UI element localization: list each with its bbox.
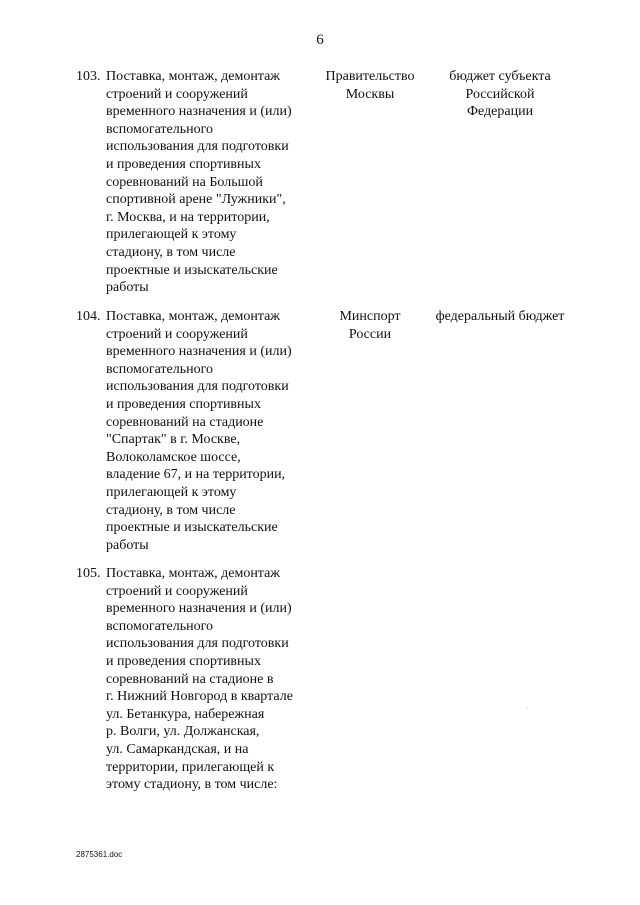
row-number: 105. — [76, 566, 101, 581]
row-agency — [320, 68, 420, 103]
row-description — [106, 565, 321, 794]
description-line: работы — [106, 537, 149, 553]
agency-line: России — [348, 326, 392, 342]
row-agency — [320, 308, 420, 343]
description-line: и проведения спортивных — [106, 156, 261, 172]
description-line: использования для подготовки — [106, 139, 289, 155]
description-line: Волоколамское шоссе, — [106, 449, 241, 465]
description-line: "Спартак" в г. Москве, — [106, 432, 241, 448]
page-number: 6 — [316, 32, 324, 48]
funding-line: бюджет субъекта — [449, 69, 551, 84]
description-line: строений и сооружений — [106, 86, 248, 102]
footer-doc-id: 2875361.doc — [76, 850, 123, 859]
description-line: вспомогательного — [106, 121, 214, 137]
agency-line: Правительство — [325, 69, 415, 84]
description-line: вспомогательного — [106, 361, 214, 377]
description-line: р. Волги, ул. Должанская, — [106, 724, 260, 740]
agency-line: Москвы — [345, 86, 395, 102]
description-line: временного назначения и (или) — [106, 601, 292, 617]
description-line: Поставка, монтаж, демонтаж — [106, 69, 280, 84]
row-description — [106, 308, 321, 554]
description-line: ул. Бетанкура, набережная — [106, 706, 265, 722]
description-line: г. Москва, и на территории, — [106, 209, 270, 225]
row-number: 103. — [76, 69, 101, 84]
description-line: территории, прилегающей к — [106, 759, 275, 775]
description-line: и проведения спортивных — [106, 396, 261, 412]
description-line: Поставка, монтаж, демонтаж — [106, 309, 280, 324]
funding-line: федеральный бюджет — [435, 309, 565, 324]
description-line: временного назначения и (или) — [106, 344, 292, 360]
description-line: строений и сооружений — [106, 326, 248, 342]
description-line: и проведения спортивных — [106, 653, 261, 669]
description-line: прилегающей к этому — [106, 227, 237, 243]
row-description — [106, 68, 321, 297]
description-line: Поставка, монтаж, демонтаж — [106, 566, 280, 581]
agency-line: Минспорт — [339, 309, 401, 324]
description-line: работы — [106, 280, 149, 296]
description-line: временного назначения и (или) — [106, 104, 292, 120]
description-line: г. Нижний Новгород в квартале — [106, 689, 293, 705]
description-line: спортивной арене "Лужники", — [106, 192, 286, 208]
description-line: владение 67, и на территории, — [106, 467, 286, 483]
description-line: стадиону, в том числе — [106, 244, 236, 260]
description-line: строений и сооружений — [106, 583, 248, 599]
description-line: проектные и изыскательские — [106, 262, 278, 278]
description-line: вспомогательного — [106, 618, 214, 634]
funding-line: Федерации — [466, 104, 534, 120]
description-line: соревнований на стадионе — [106, 414, 264, 430]
row-number: 104. — [76, 309, 101, 324]
description-line: прилегающей к этому — [106, 484, 237, 500]
description-line: этому стадиону, в том числе: — [106, 777, 278, 793]
description-line: соревнований на стадионе в — [106, 671, 274, 687]
description-line: соревнований на Большой — [106, 174, 263, 190]
funding-line: Российской — [465, 86, 535, 102]
description-line: стадиону, в том числе — [106, 502, 236, 518]
row-funding — [420, 68, 580, 121]
description-line: использования для подготовки — [106, 636, 289, 652]
scan-speck — [527, 707, 528, 708]
description-line: проектные и изыскательские — [106, 520, 278, 536]
description-line: ул. Самаркандская, и на — [106, 741, 249, 757]
description-line: использования для подготовки — [106, 379, 289, 395]
row-funding — [420, 308, 580, 326]
